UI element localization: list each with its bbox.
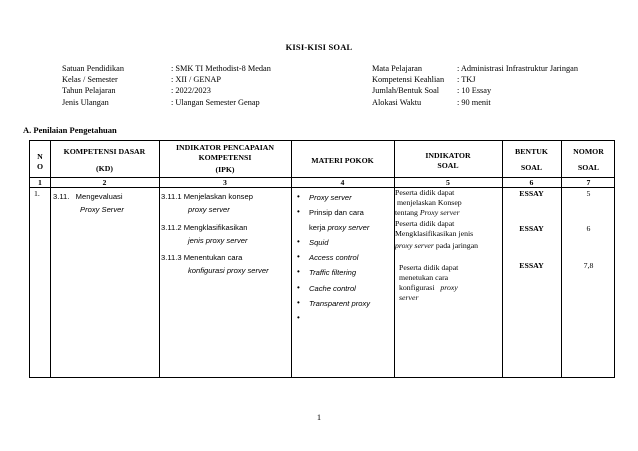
kd-cell [53,192,124,216]
bullet-icon: • [297,297,300,307]
ipk-code: 3.11.1 [161,192,182,201]
bullet-icon: • [297,207,300,217]
indikator-text-italic: proxy server [395,241,434,250]
materi-item [294,238,394,251]
header-nomor-line: NOMOR [573,147,604,156]
indikator-line [395,241,502,251]
materi-text: Transparent proxy [309,298,371,308]
materi-item [294,253,394,266]
column-number: 7 [586,178,591,187]
header-kd-line: (KD) [96,163,113,173]
column-number: 2 [102,178,107,187]
meta-value: : 10 Essay [457,86,492,96]
column-number: 6 [529,178,534,187]
row-number: 1. [34,189,40,198]
indikator-item [395,188,502,218]
ipk-item [161,223,291,247]
ipk-line: Menentukan cara [183,253,243,263]
bullet-icon: • [297,237,300,247]
indikator-cell [395,188,502,303]
ipk-item [161,192,291,216]
meta-label: Tahun Pelajaran [62,86,116,96]
meta-label: Mata Pelajaran [372,64,422,73]
meta-row [372,85,578,96]
bentuk-item: ESSAY [519,189,544,198]
header-bentuk-line: SOAL [520,162,543,172]
meta-value: : Ulangan Semester Genap [171,97,260,107]
indikator-text: pada jaringan [433,241,479,250]
column-number: 3 [223,178,227,187]
meta-row [372,63,578,74]
kd-text: Mengevaluasi [75,192,123,201]
indikator-line: menjelaskan Konsep [395,198,462,207]
bentuk-item: ESSAY [519,261,544,270]
meta-row [62,85,271,96]
meta-label: Satuan Pendidikan [62,64,124,73]
kisi-kisi-table [29,140,615,378]
meta-label: Alokasi Waktu [372,97,422,107]
materi-text: kerja proxy server [309,223,370,233]
materi-text: Proxy server [309,193,352,202]
meta-value: : XII / GENAP [171,75,222,85]
ipk-line: proxy server [188,205,230,215]
nomor-item: 7,8 [583,261,594,270]
header-kd-line: KOMPETENSI DASAR [63,147,146,156]
ipk-item [161,253,291,277]
materi-item [294,208,394,221]
materi-text: Squid [309,238,329,248]
header-materi: MATERI POKOK [311,156,374,165]
indikator-item [399,263,502,303]
ipk-line: jenis proxy server [188,235,248,245]
ipk-line: Menjelaskan konsep [183,192,253,201]
header-ipk-line: (IPK) [215,165,235,174]
materi-item [294,223,394,236]
header-indikator [394,151,502,170]
nomor-item: 5 [586,189,591,198]
bullet-icon: • [297,192,300,201]
bullet-icon: • [297,252,300,262]
indikator-text: konfigurasi [399,283,441,292]
header-nomor-line: SOAL [577,162,600,172]
header-ipk-line: INDIKATOR PENCAPAIAN [175,143,275,152]
bullet-icon: • [297,267,300,277]
meta-value: : Administrasi Infrastruktur Jaringan [457,64,578,73]
materi-item [294,314,394,327]
header-ipk-line: KOMPETENSI [198,152,252,162]
indikator-line: Peserta didik dapat [395,188,455,197]
materi-item [294,284,394,297]
meta-label: Jumlah/Bentuk Soal [372,86,440,96]
column-number: 4 [340,178,345,187]
bullet-icon: • [297,312,300,322]
ipk-cell [161,192,291,277]
indikator-item [395,219,502,251]
meta-row [372,97,578,108]
indikator-line: server [399,293,419,302]
header-no-line: N [37,152,43,161]
meta-value: : TKJ [457,75,476,85]
materi-cell [294,193,394,329]
materi-item [294,268,394,281]
indikator-line: Mengklasifikasikan jenis [395,229,474,238]
meta-right [372,63,578,108]
indikator-line: Peserta didik dapat [395,219,455,228]
column-number: 5 [446,178,450,187]
materi-text: Access control [309,253,359,263]
indikator-text-italic: Proxy server [419,208,460,217]
header-bentuk-line: BENTUK [515,147,548,156]
bentuk-item: ESSAY [519,224,544,233]
meta-label: Kelas / Semester [62,75,118,85]
header-bentuk [502,147,561,172]
header-indikator-line: SOAL [437,160,459,170]
kd-code: 3.11. [53,192,70,201]
meta-value: : 90 menit [457,97,491,107]
materi-text: Cache control [309,283,356,293]
header-nomor [561,147,616,172]
meta-label: Jenis Ulangan [62,97,109,107]
header-no [30,152,50,171]
bullet-icon: • [297,282,300,292]
indikator-line [395,208,502,218]
header-ipk [159,143,291,175]
meta-row [62,63,271,74]
column-number: 1 [38,178,42,187]
header-no-line: O [36,161,44,171]
meta-value: : SMK TI Methodist-8 Medan [171,64,271,73]
header-indikator-line: INDIKATOR [425,151,471,160]
meta-value: : 2022/2023 [171,86,211,96]
ipk-code: 3.11.2 [161,222,182,232]
materi-text: Traffic filtering [309,268,357,278]
meta-left [62,63,271,108]
ipk-line: Mengklasifikasikan [183,222,248,232]
indikator-text-italic: proxy [440,283,458,292]
materi-list [294,193,394,326]
row-divider [30,187,614,188]
meta-label: Kompetensi Keahlian [372,75,445,85]
document-title: KISI-KISI SOAL [285,42,353,52]
materi-item [294,299,394,312]
section-heading: A. Penilaian Pengetahuan [23,125,117,135]
ipk-line: konfigurasi proxy server [188,266,269,276]
nomor-item: 6 [586,224,591,233]
indikator-text: tentang [395,208,420,217]
header-kd [50,147,159,173]
ipk-code: 3.11.3 [161,253,182,263]
page-number: 1 [316,412,322,422]
indikator-line [399,283,502,293]
indikator-line: menetukan cara [399,273,449,282]
materi-item [294,193,394,206]
indikator-line: Peserta didik dapat [399,263,459,272]
meta-row [62,97,271,108]
kd-text-italic: Proxy Server [80,205,124,215]
materi-text: Prinsip dan cara [309,208,364,218]
meta-row [372,74,578,85]
meta-row [62,74,271,85]
